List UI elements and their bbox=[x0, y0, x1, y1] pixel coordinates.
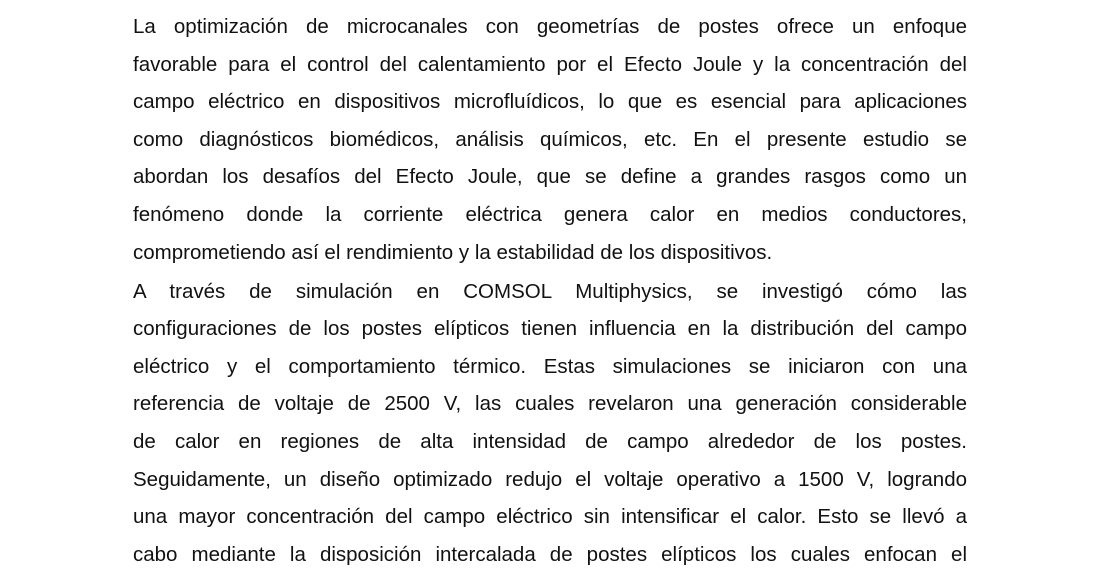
text-line: una mayor concentración del campo eléctrico sin intensificar el calor. Esto se llevó a bbox=[133, 505, 967, 529]
text-line: campo eléctrico en dispositivos microfluídicos, lo que es esencial para aplicaciones bbox=[133, 90, 967, 114]
text-line: cabo mediante la disposición intercalada de postes elípticos los cuales enfocan el bbox=[133, 542, 967, 566]
text-line: de calor en regiones de alta intensidad de campo alrededor de los postes. bbox=[133, 430, 967, 454]
text-line: A través de simulación en COMSOL Multiphysics, se investigó cómo las bbox=[133, 279, 967, 303]
text-line: fenómeno donde la corriente eléctrica genera calor en medios conductores, bbox=[133, 202, 967, 226]
text-line: comprometiendo así el rendimiento y la estabilidad de los dispositivos. bbox=[133, 240, 773, 264]
paragraph-2 bbox=[133, 273, 967, 574]
text-line: favorable para el control del calentamiento por el Efecto Joule y la concentración del bbox=[133, 52, 967, 76]
text-line: Seguidamente, un diseño optimizado redujo el voltaje operativo a 1500 V, logrando bbox=[133, 467, 967, 491]
text-line: abordan los desafíos del Efecto Joule, que se define a grandes rasgos como un bbox=[133, 165, 967, 189]
text-line: como diagnósticos biomédicos, análisis químicos, etc. En el presente estudio se bbox=[133, 127, 967, 151]
text-line: La optimización de microcanales con geometrías de postes ofrece un enfoque bbox=[133, 15, 967, 38]
paragraph-1 bbox=[133, 8, 967, 271]
text-line: configuraciones de los postes elípticos tienen influencia en la distribución del campo bbox=[133, 317, 967, 341]
text-line: eléctrico y el comportamiento térmico. Estas simulaciones se iniciaron con una bbox=[133, 354, 967, 378]
text-line: referencia de voltaje de 2500 V, las cuales revelaron una generación considerable bbox=[133, 392, 967, 416]
document-body bbox=[133, 8, 967, 575]
